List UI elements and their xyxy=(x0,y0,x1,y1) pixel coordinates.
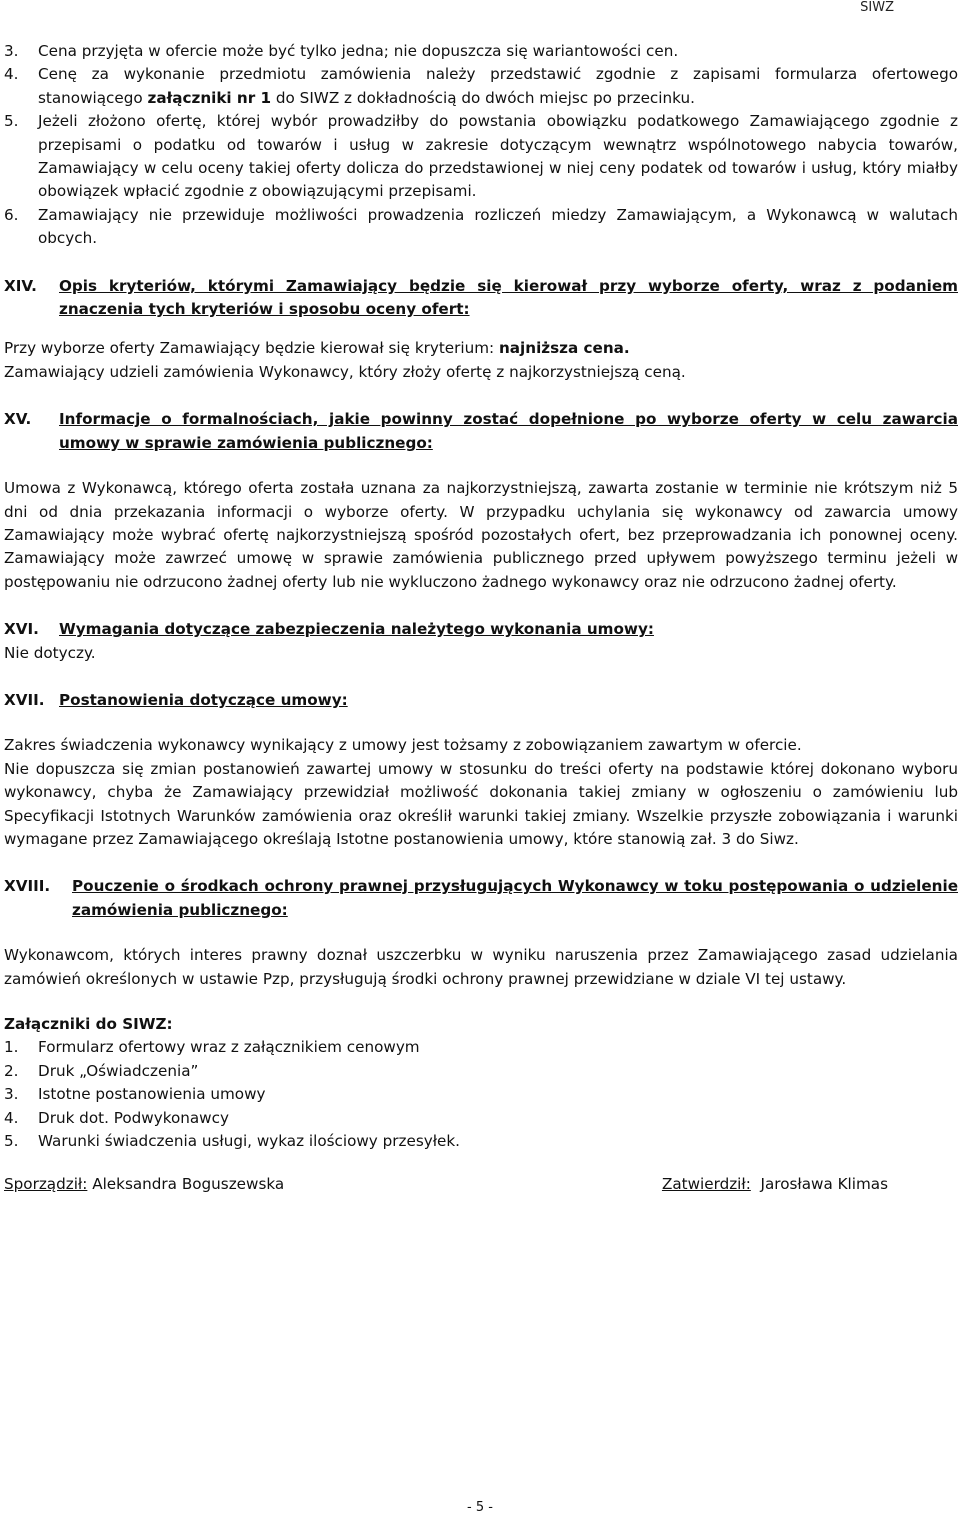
paragraph: Zamawiający udzieli zamówienia Wykonawcy, który złoży ofertę z najkorzystniejszą ceną. xyxy=(4,362,686,381)
section-number: XVIII. xyxy=(4,877,51,896)
item-text: Istotne postanowienia umowy xyxy=(38,1085,266,1104)
paragraph: Nie dotyczy. xyxy=(4,643,96,662)
item-number: 4. xyxy=(4,65,19,84)
paragraph: Wykonawcom, których interes prawny doznał uszczerbku w wyniku naruszenia przez Zamawiającego zasad udzielania zamówień określonych w ustawie Pzp, przysługują środki ochrony prawnej przewidziane w dziale VI tej ustawy. xyxy=(4,946,958,988)
item-text: Druk dot. Podwykonawcy xyxy=(38,1108,229,1127)
item-number: 1. xyxy=(4,1038,19,1057)
section-number: XV. xyxy=(4,410,32,429)
section-title: Opis kryteriów, którymi Zamawiający będzie się kierował przy wyborze oferty, wraz z podaniem znaczenia tych kryteriów i sposobu oceny ofert: xyxy=(59,276,958,319)
item-number: 4. xyxy=(4,1108,19,1127)
paragraph: Zakres świadczenia wykonawcy wynikający z umowy jest tożsamy z zobowiązaniem zawartym w ofercie. xyxy=(4,736,802,755)
approved-by: Zatwierdził: Jarosława Klimas xyxy=(661,1175,888,1194)
item-text: Formularz ofertowy wraz z załącznikiem cenowym xyxy=(38,1038,420,1057)
prepared-by: Sporządził: Aleksandra Boguszewska xyxy=(4,1175,285,1194)
section-number: XVI. xyxy=(4,620,39,639)
header-label: SIWZ xyxy=(860,0,894,15)
section-title: Pouczenie o środkach ochrony prawnej przysługujących Wykonawcy w toku postępowania o udzielenie zamówienia publicznego: xyxy=(72,877,958,919)
section-heading-xviii xyxy=(4,875,958,922)
paragraph: Umowa z Wykonawcą, którego oferta została uznana za najkorzystniejszą, zawarta zostanie w terminie nie krótszym niż 5 dni od dnia przekazania informacji o wyborze oferty. W przypadku uchylania się wykonawcy od zawarcia umowy Zamawiający może wybrać ofertę najkorzystniejszą spośród pozostałych ofert, bez przeprowadzania ich ponownej oceny. Zamawiający może zawrzeć umowę w sprawie zamówienia publicznego przed upływem powyższego terminu jeżeli w postępowaniu nie odrzucono żadnej oferty lub nie wykluczono żadnego wykonawcy oraz nie odrzucono żadnej oferty. xyxy=(4,479,958,591)
attachment-item xyxy=(4,1130,958,1153)
section-number: XVII. xyxy=(4,690,45,709)
item-text: Cena przyjęta w ofercie może być tylko jedna; nie dopuszcza się wariantowości cen. xyxy=(38,42,679,60)
item-text: Warunki świadczenia usługi, wykaz ilościowy przesyłek. xyxy=(38,1132,461,1151)
section-heading-xvi xyxy=(4,618,958,641)
item-text: Druk „Oświadczenia” xyxy=(38,1061,199,1080)
attachment-item xyxy=(4,1060,958,1083)
list-item xyxy=(4,40,958,63)
item-number: 5. xyxy=(4,112,19,131)
page-number: - 5 - xyxy=(467,1500,493,1515)
item-text: Jeżeli złożono ofertę, której wybór prowadziłby do powstania obowiązku podatkowego Zamawiającego zgodnie z przepisami o podatku od towarów i usług w zakresie dotyczącym wewnątrz wspólnotowego nabycia towarów, Zamawiający w celu oceny takiej oferty dolicza do przedstawionej w niej ceny podatek od towarów i usług, który miałby obowiązek wpłacić zgodnie z obowiązującymi przepisami. xyxy=(38,112,958,201)
item-number: 6. xyxy=(4,205,19,224)
section-title: Informacje o formalnościach, jakie powinny zostać dopełnione po wyborze oferty w celu zawarcia umowy w sprawie zamówienia publicznego: xyxy=(59,410,958,452)
item-number: 5. xyxy=(4,1132,19,1151)
list-item xyxy=(4,110,958,204)
item-number: 3. xyxy=(4,1085,19,1104)
signatures xyxy=(4,1173,888,1196)
attachment-item xyxy=(4,1083,958,1106)
item-text: Cenę za wykonanie przedmiotu zamówienia należy przedstawić zgodnie z zapisami formularza ofertowego stanowiącego załączniki nr 1 do SIWZ z dokładnością do dwóch miejsc po przecinku. xyxy=(38,65,958,107)
section-title: Postanowienia dotyczące umowy: xyxy=(59,690,348,709)
item-number: 2. xyxy=(4,1061,19,1080)
section-title: Wymagania dotyczące zabezpieczenia należytego wykonania umowy: xyxy=(59,620,654,639)
item-number: 3. xyxy=(4,42,19,60)
paragraph: Przy wyborze oferty Zamawiający będzie kierował się kryterium: najniższa cena. xyxy=(4,339,630,358)
attachments-title: Załączniki do SIWZ: xyxy=(4,1015,173,1033)
item-text: Zamawiający nie przewiduje możliwości prowadzenia rozliczeń miedzy Zamawiającym, a Wykonawcą w walutach obcych. xyxy=(38,205,958,248)
section-heading-xvii xyxy=(4,689,958,712)
list-item xyxy=(4,63,958,110)
section-heading-xiv xyxy=(4,275,958,322)
attachment-item xyxy=(4,1107,958,1130)
list-item xyxy=(4,204,958,251)
paragraph: Nie dopuszcza się zmian postanowień zawartej umowy w stosunku do treści oferty na podstawie której dokonano wyboru wykonawcy, chyba że Zamawiający przewidział możliwość dokonania takiej zmiany w ogłoszeniu o zamówieniu lub Specyfikacji Istotnych Warunków zamówienia oraz określił warunki takiej zmiany. Wszelkie przyszłe zobowiązania i warunki wymagane przez Zamawiającego określają Istotne postanowienia umowy, które stanowią zał. 3 do Siwz. xyxy=(4,759,958,848)
section-heading-xv xyxy=(4,408,958,455)
attachment-item xyxy=(4,1036,958,1059)
document-content xyxy=(4,40,958,1197)
section-number: XIV. xyxy=(4,276,37,295)
